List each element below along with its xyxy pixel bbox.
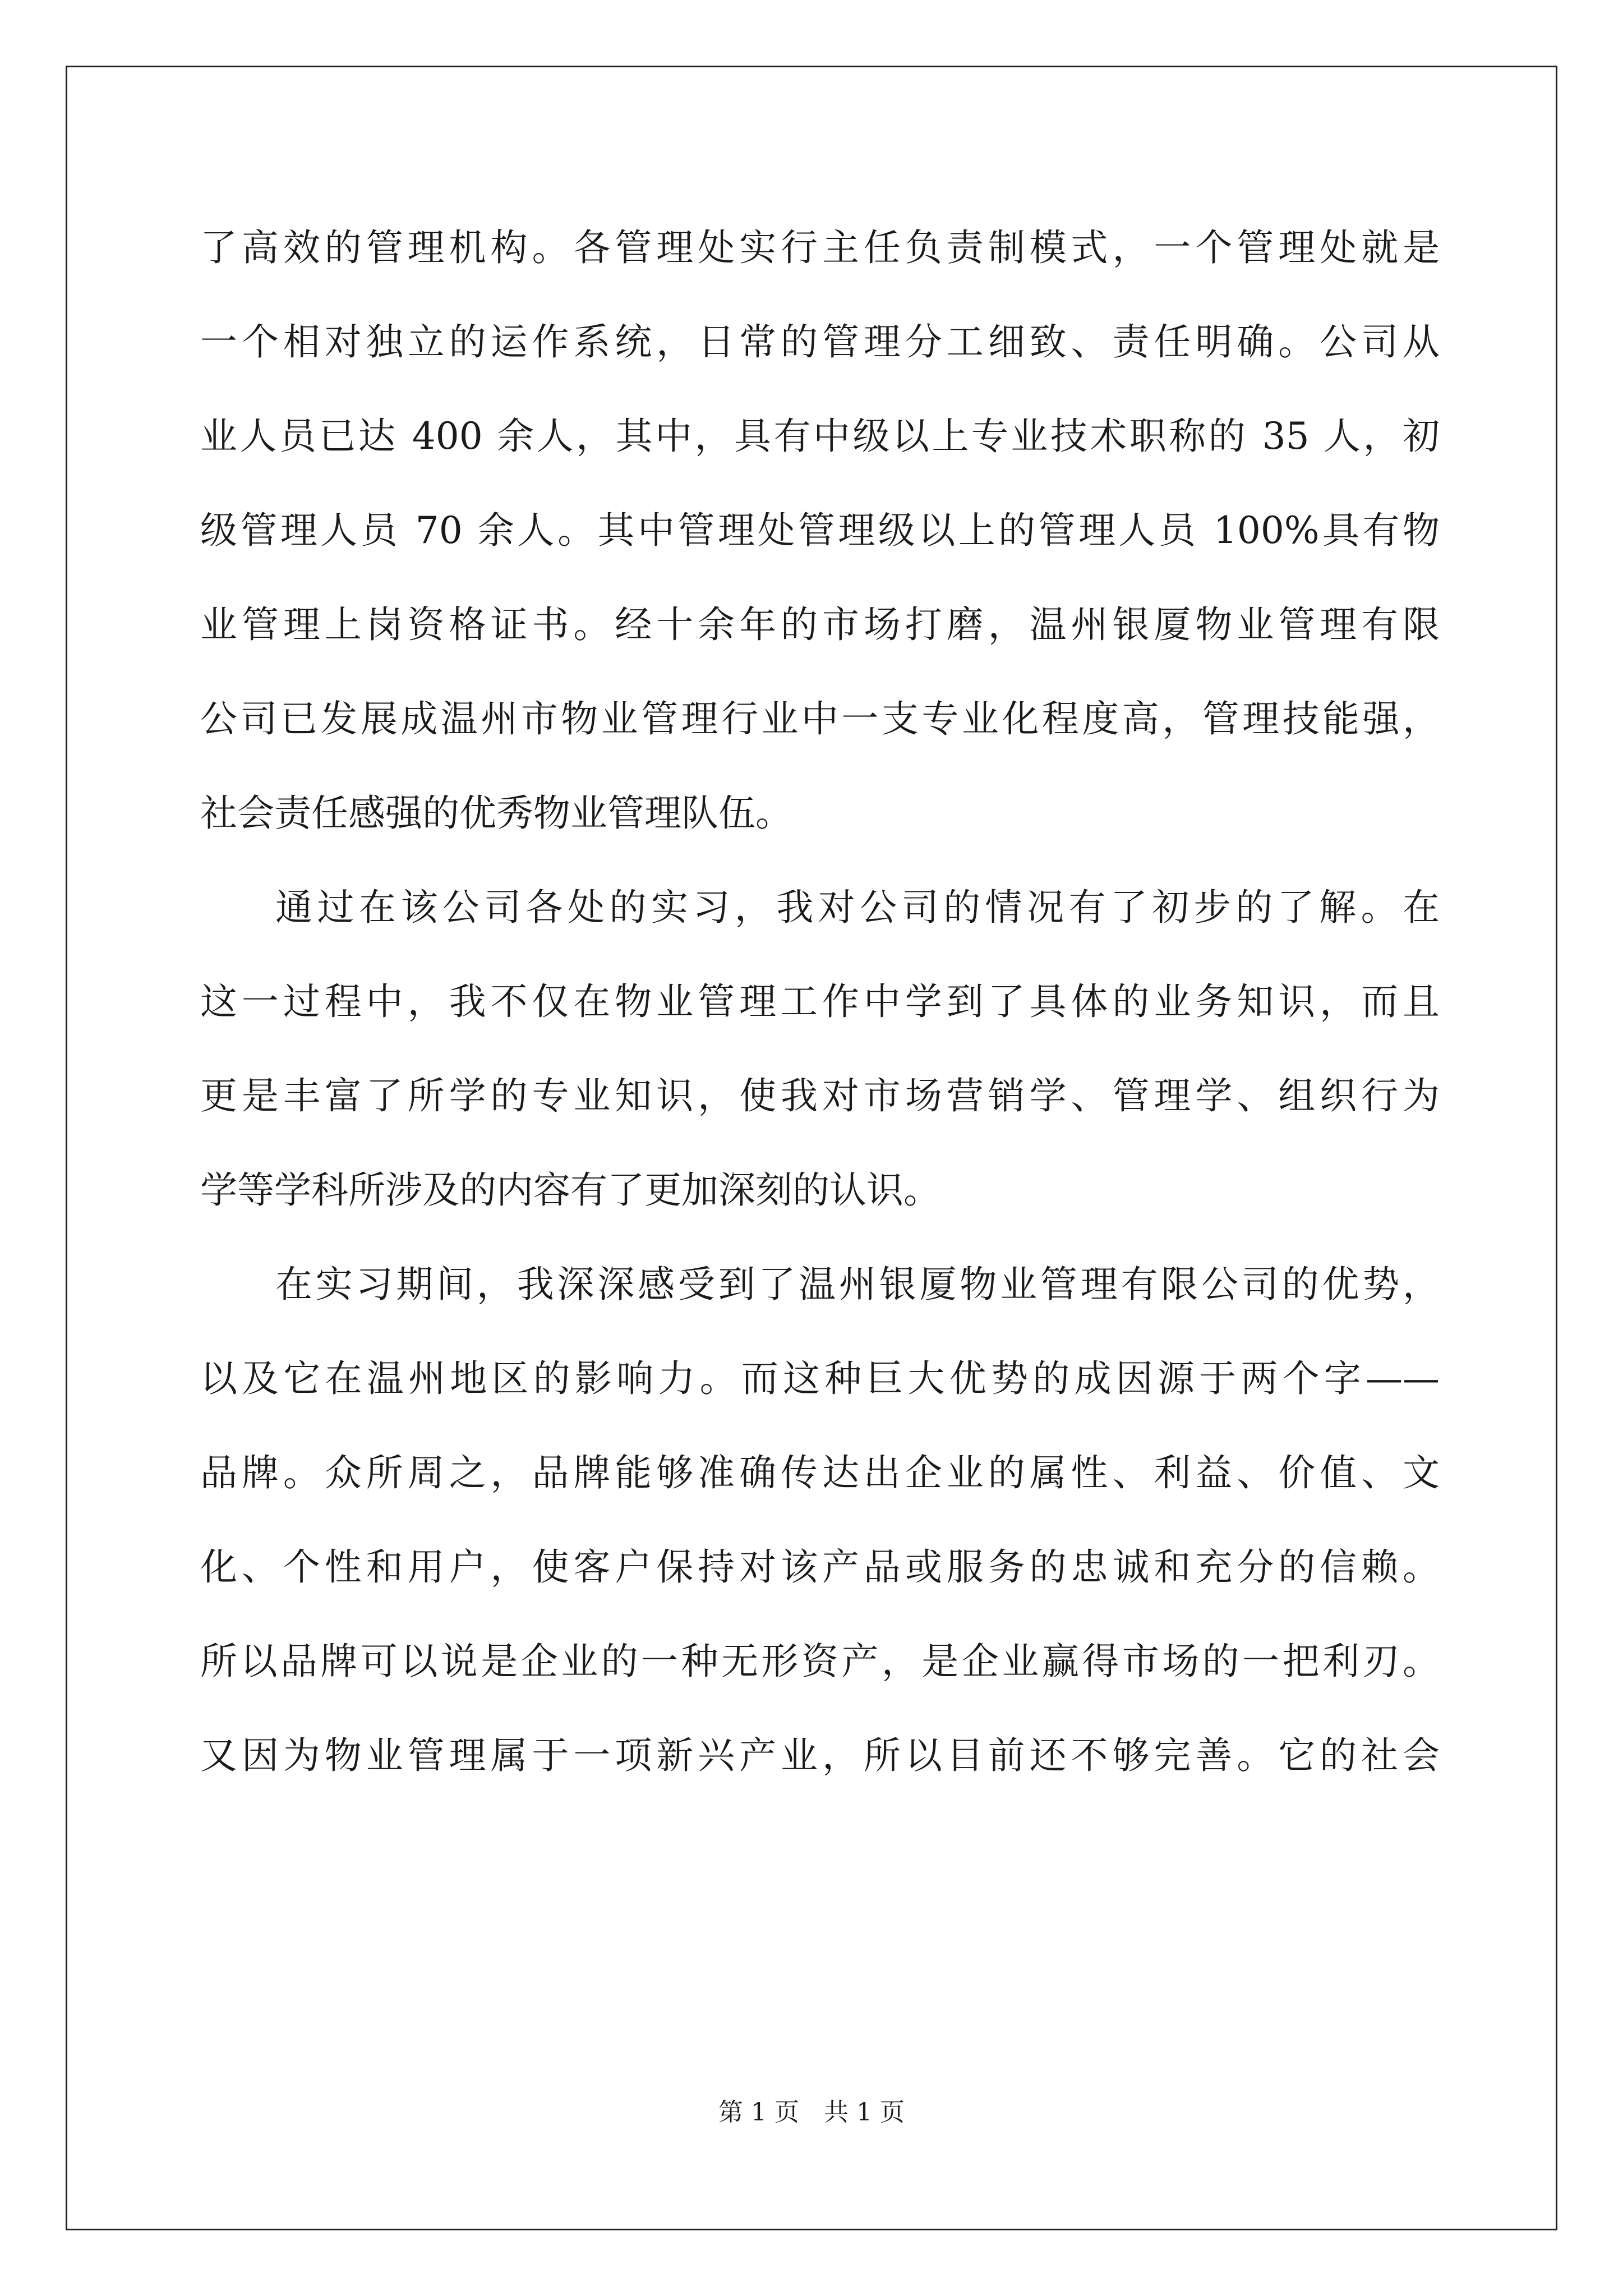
text-line: 公司已发展成温州市物业管理行业中一支专业化程度高，管理技能强， [200,697,1440,740]
text-line: 化、个性和用户，使客户保持对该产品或服务的忠诚和充分的信赖。 [200,1545,1440,1589]
text-line: 所以品牌可以说是企业的一种无形资产，是企业赢得市场的一把利刃。 [200,1640,1440,1683]
text-line: 这一过程中，我不仅在物业管理工作中学到了具体的业务知识，而且 [200,980,1440,1023]
text-line: 更是丰富了所学的专业知识，使我对市场营销学、管理学、组织行为 [200,1074,1440,1117]
text-line: 通过在该公司各处的实习，我对公司的情况有了初步的了解。在 [275,886,1440,929]
text-line: 业人员已达 400 余人，其中，具有中级以上专业技术职称的 35 人，初 [200,415,1440,458]
text-line: 社会责任感强的优秀物业管理队伍。 [200,792,792,835]
text-line: 业管理上岗资格证书。经十余年的市场打磨，温州银厦物业管理有限 [200,603,1440,646]
document-body [200,201,1440,1803]
paragraph [200,1237,1440,1803]
text-line: 一个相对独立的运作系统，日常的管理分工细致、责任明确。公司从 [200,320,1440,364]
text-line: 又因为物业管理属于一项新兴产业，所以目前还不够完善。它的社会 [200,1734,1440,1777]
text-line: 级管理人员 70 余人。其中管理处管理级以上的管理人员 100%具有物 [200,509,1440,552]
text-line: 品牌。众所周之，品牌能够准确传达出企业的属性、利益、价值、文 [200,1451,1440,1494]
text-line: 学等学科所涉及的内容有了更加深刻的认识。 [200,1168,940,1212]
page-number-footer: 第 1 页 共 1 页 [718,2098,905,2127]
text-line: 了高效的管理机构。各管理处实行主任负责制模式，一个管理处就是 [200,226,1440,269]
text-line: 以及它在温州地区的影响力。而这种巨大优势的成因源于两个字—— [200,1357,1440,1400]
paragraph [200,861,1440,1237]
paragraph [200,201,1440,861]
text-line: 在实习期间，我深深感受到了温州银厦物业管理有限公司的优势， [275,1263,1440,1306]
